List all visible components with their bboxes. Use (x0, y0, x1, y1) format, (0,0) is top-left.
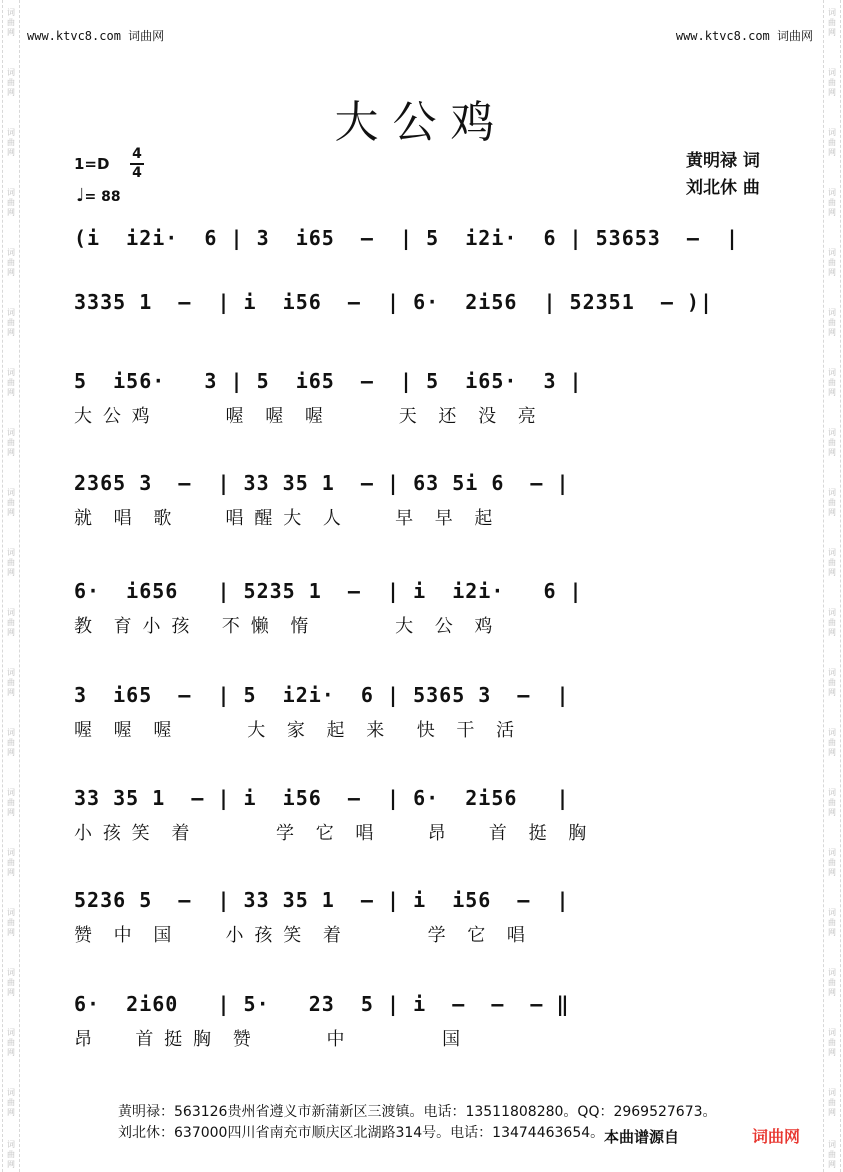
side-watermark: 词曲网 (7, 608, 15, 637)
side-watermark: 词曲网 (828, 248, 836, 277)
lyrics: 昂 首 挺 胸 赞 中 国 (74, 1029, 461, 1050)
side-watermark: 词曲网 (7, 368, 15, 397)
notation: 33 35 1 — | i i56 — | 6· 2i56 | (74, 786, 570, 810)
lyrics: 喔 喔 喔 大 家 起 来 快 干 活 (74, 720, 515, 741)
side-watermark: 词曲网 (828, 1088, 836, 1117)
brand-link[interactable]: 词曲网 (752, 1127, 801, 1146)
notation: 3 i65 — | 5 i2i· 6 | 5365 3 — | (74, 683, 570, 707)
notation: 5 i56· 3 | 5 i65 — | 5 i65· 3 | (74, 369, 583, 393)
notation: (i i2i· 6 | 3 i65 — | 5 i2i· 6 | 53653 — | (74, 226, 740, 250)
side-watermark: 词曲网 (828, 788, 836, 817)
side-watermark: 词曲网 (7, 1140, 15, 1169)
lyrics: 大 公 鸡 喔 喔 喔 天 还 没 亮 (74, 406, 536, 427)
side-watermark: 词曲网 (828, 728, 836, 757)
side-watermark: 词曲网 (7, 848, 15, 877)
key-signature: 1=D (74, 155, 110, 173)
time-signature-top: 4 (132, 146, 142, 162)
side-watermark: 词曲网 (828, 488, 836, 517)
side-watermark: 词曲网 (828, 848, 836, 877)
side-watermark: 词曲网 (828, 668, 836, 697)
composer: 刘北休 曲 (686, 178, 760, 198)
side-watermark: 词曲网 (7, 548, 15, 577)
lyrics: 小 孩 笑 着 学 它 唱 昂 首 挺 胸 (74, 823, 587, 844)
lyrics: 赞 中 国 小 孩 笑 着 学 它 唱 (74, 925, 525, 946)
notation: 6· 2i60 | 5· 23 5 | i — — — ‖ (74, 992, 570, 1016)
side-watermark: 词曲网 (7, 908, 15, 937)
side-watermark: 词曲网 (828, 308, 836, 337)
lyrics: 教 育 小 孩 不 懒 惰 大 公 鸡 (74, 616, 493, 637)
side-watermark: 词曲网 (828, 908, 836, 937)
side-watermark: 词曲网 (7, 728, 15, 757)
side-watermark: 词曲网 (828, 8, 836, 37)
site-url-right[interactable]: www.ktvc8.com 词曲网 (675, 29, 813, 43)
side-watermark: 词曲网 (7, 308, 15, 337)
quarter-note-icon: ♩ (76, 185, 85, 206)
tempo-value: = 88 (84, 189, 121, 205)
notation: 6· i656 | 5235 1 — | i i2i· 6 | (74, 579, 583, 603)
side-watermark: 词曲网 (828, 188, 836, 217)
song-title: 大公鸡 (334, 97, 509, 148)
left-margin-strip (2, 0, 20, 1172)
credits (686, 148, 760, 202)
side-watermark: 词曲网 (828, 608, 836, 637)
side-watermark: 词曲网 (828, 1140, 836, 1169)
side-watermark: 词曲网 (7, 8, 15, 37)
contact-composer: 刘北休：637000四川省南充市顺庆区北湖路314号。电话：13474463654。 (118, 1125, 605, 1141)
side-watermark: 词曲网 (7, 968, 15, 997)
side-watermark: 词曲网 (7, 68, 15, 97)
side-watermark: 词曲网 (828, 548, 836, 577)
contact-lyricist: 黄明禄：563126贵州省遵义市新蒲新区三渡镇。电话：13511808280。QQ：2969527673。 (118, 1104, 717, 1120)
notation: 2365 3 — | 33 35 1 — | 63 5i 6 — | (74, 471, 570, 495)
side-watermark: 词曲网 (7, 788, 15, 817)
time-signature (130, 147, 144, 181)
site-url-left[interactable]: www.ktvc8.com 词曲网 (27, 29, 165, 43)
side-watermark: 词曲网 (828, 128, 836, 157)
side-watermark: 词曲网 (7, 488, 15, 517)
side-watermark: 词曲网 (7, 1088, 15, 1117)
side-watermark: 词曲网 (7, 1028, 15, 1057)
notation: 3335 1 — | i i56 — | 6· 2i56 | 52351 — )| (74, 290, 714, 314)
side-watermark: 词曲网 (828, 368, 836, 397)
lyrics: 就 唱 歌 唱 醒 大 人 早 早 起 (74, 508, 493, 529)
side-watermark: 词曲网 (7, 188, 15, 217)
side-watermark: 词曲网 (828, 68, 836, 97)
side-watermark: 词曲网 (828, 968, 836, 997)
source-label: 本曲谱源自 (604, 1128, 680, 1146)
tempo-marking (76, 185, 121, 206)
side-watermark: 词曲网 (7, 248, 15, 277)
side-watermark: 词曲网 (7, 128, 15, 157)
right-margin-strip (823, 0, 841, 1172)
side-watermark: 词曲网 (828, 1028, 836, 1057)
side-watermark: 词曲网 (7, 668, 15, 697)
side-watermark: 词曲网 (828, 428, 836, 457)
notation: 5236 5 — | 33 35 1 — | i i56 — | (74, 888, 570, 912)
time-signature-bottom: 4 (132, 165, 142, 181)
side-watermark: 词曲网 (7, 428, 15, 457)
lyricist: 黄明禄 词 (686, 151, 760, 171)
